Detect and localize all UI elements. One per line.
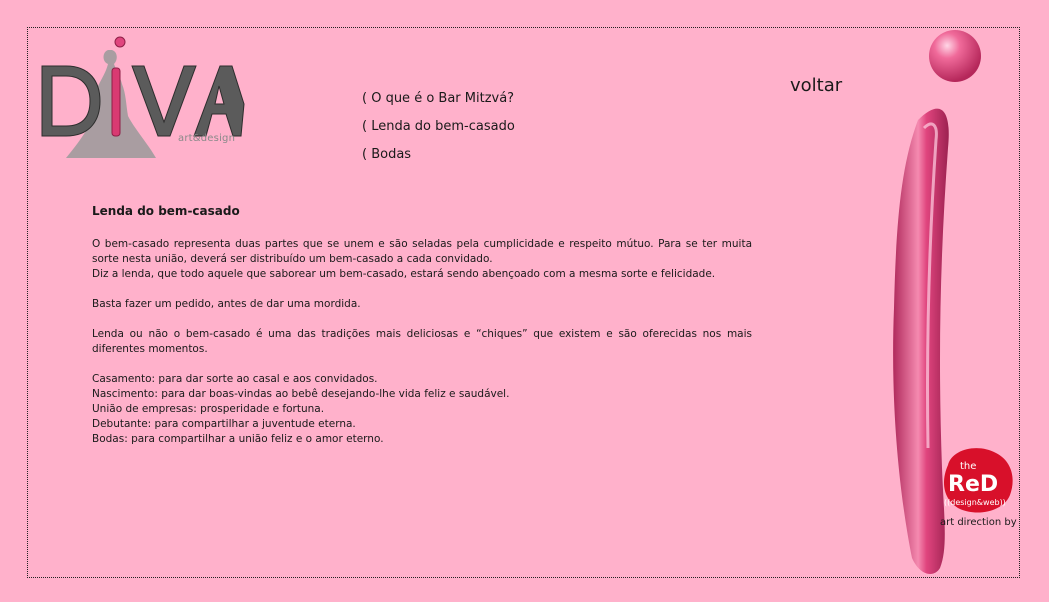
badge-text-the: the (960, 461, 977, 472)
article-paragraph-text: Diz a lenda, que todo aquele que saborear um bem-casado, estará sendo abençoado com a mesma sorte e felicidade. (92, 268, 716, 280)
article-paragraph (92, 237, 752, 282)
nav-item-bodas[interactable]: ( Bodas (362, 147, 412, 162)
diva-logo-graphic (36, 34, 246, 164)
list-item: Bodas: para compartilhar a união feliz e o amor eterno. (92, 433, 384, 445)
red-design-badge[interactable] (938, 445, 1018, 519)
list-item: União de empresas: prosperidade e fortuna. (92, 403, 325, 415)
logo-subtitle: art&design (178, 133, 236, 144)
occasion-list (92, 372, 752, 447)
list-item: Debutante: para compartilhar a juventude eterna. (92, 418, 356, 430)
diva-logo[interactable] (36, 34, 246, 164)
nav-item-lenda-bem-casado[interactable]: ( Lenda do bem-casado (362, 119, 515, 134)
list-item: Nascimento: para dar boas-vindas ao bebê desejando-lhe vida feliz e saudável. (92, 388, 510, 400)
credit-label: art direction by (940, 517, 1017, 528)
red-design-logo (938, 445, 1018, 515)
article-paragraph: Basta fazer um pedido, antes de dar uma mordida. (92, 298, 361, 310)
article-paragraph-text: O bem-casado representa duas partes que se unem e são seladas pela cumplicidade e respeito mútuo. Para se ter muita sorte nesta união, deverá ser distribuído um bem-casado a cada convidado. (92, 238, 752, 265)
article-title: Lenda do bem-casado (92, 204, 240, 218)
back-link[interactable]: voltar (790, 75, 843, 96)
section-nav (362, 88, 515, 172)
nav-item-bar-mitzva[interactable]: ( O que é o Bar Mitzvá? (362, 91, 515, 106)
badge-text-red: ReD (948, 472, 999, 497)
article (92, 204, 752, 447)
badge-text-design-web: ((design&web)) (944, 498, 1006, 507)
list-item: Casamento: para dar sorte ao casal e aos convidados. (92, 373, 378, 385)
article-paragraph: Lenda ou não o bem-casado é uma das tradições mais deliciosas e “chiques” que existem e são oferecidas nos mais diferentes momentos. (92, 328, 752, 355)
